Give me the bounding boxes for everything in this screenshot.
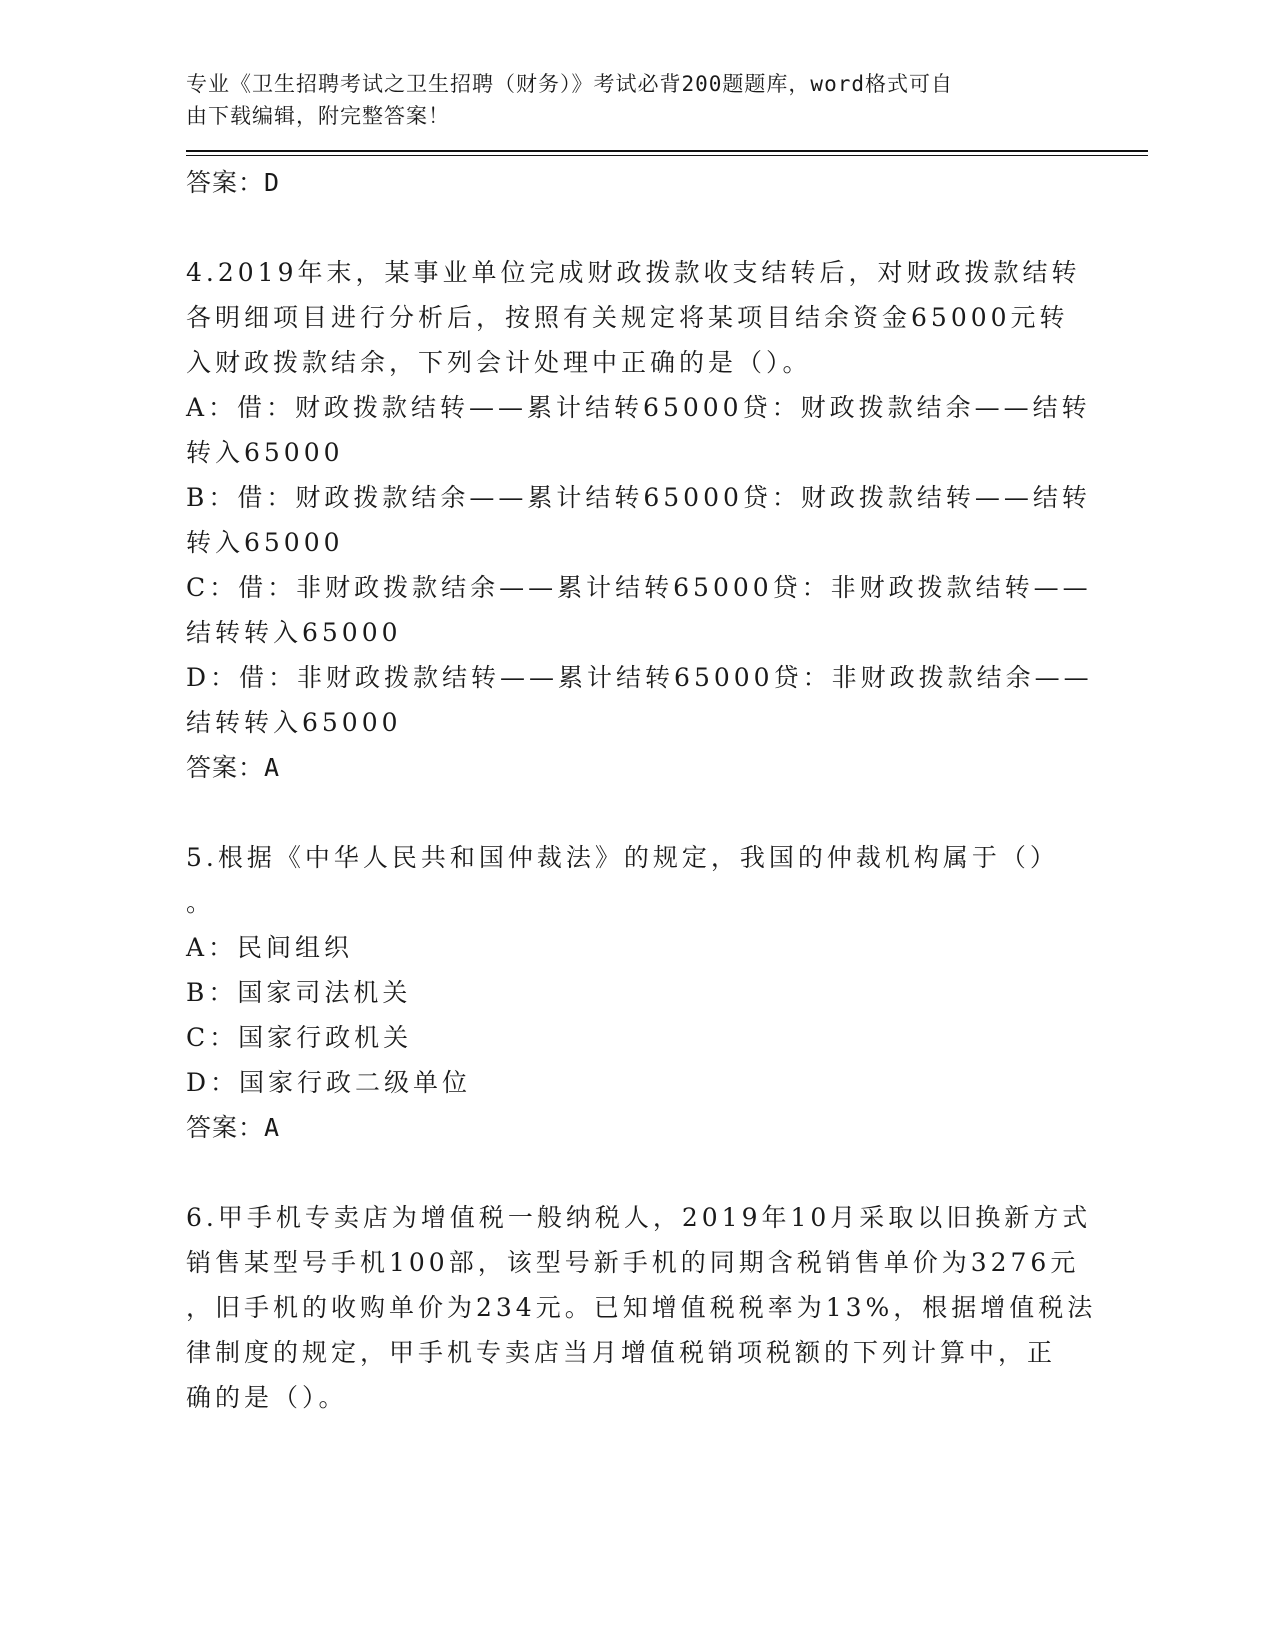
question-4-option-c-cont: 结转转入65000 [186,618,402,647]
question-6-stem-line: ，旧手机的收购单价为234元。已知增值税税率为13%，根据增值税法 [186,1293,1097,1322]
question-4-stem-line: 入财政拨款结余，下列会计处理中正确的是（）。 [186,348,812,377]
spacer [186,790,1146,835]
header-line-1: 专业《卫生招聘考试之卫生招聘（财务）》考试必背200题题库，word格式可自 [186,72,953,96]
answer-previous: 答案：D [186,168,281,197]
question-4-option-d: D：借：非财政拨款结转——累计结转65000贷：非财政拨款结余—— [186,663,1093,692]
spacer [186,1150,1146,1195]
question-4-option-c: C：借：非财政拨款结余——累计结转65000贷：非财政拨款结转—— [186,573,1092,602]
question-6-stem-line: 销售某型号手机100部，该型号新手机的同期含税销售单价为3276元 [186,1248,1080,1277]
question-5-answer: 答案：A [186,1113,281,1142]
question-5-option-a: A：民间组织 [186,933,354,962]
question-4-stem-line: 4.2019年末，某事业单位完成财政拨款收支结转后，对财政拨款结转 [186,258,1081,287]
header-divider [186,150,1148,156]
question-4-option-d-cont: 结转转入65000 [186,708,402,737]
question-4-answer: 答案：A [186,753,281,782]
question-4-option-a: A：借：财政拨款结转——累计结转65000贷：财政拨款结余——结转 [186,393,1091,422]
question-6 [186,1195,1146,1420]
question-4-option-a-cont: 转入65000 [186,438,344,467]
question-6-stem-line: 确的是（）。 [186,1383,348,1412]
question-4-option-b-cont: 转入65000 [186,528,344,557]
document-page [186,68,1146,1420]
question-6-stem-line: 律制度的规定，甲手机专卖店当月增值税销项税额的下列计算中，正 [186,1338,1057,1367]
question-5-stem-line: 5.根据《中华人民共和国仲裁法》的规定，我国的仲裁机构属于（） [186,843,1059,872]
question-5-option-b: B：国家司法机关 [186,978,412,1007]
question-4 [186,250,1146,790]
question-6-stem-line: 6.甲手机专卖店为增值税一般纳税人，2019年10月采取以旧换新方式 [186,1203,1092,1232]
question-5 [186,835,1146,1150]
question-4-stem-line: 各明细项目进行分析后，按照有关规定将某项目结余资金65000元转 [186,303,1069,332]
question-5-stem-line: 。 [186,888,216,917]
question-5-option-c: C：国家行政机关 [186,1023,413,1052]
spacer [186,205,1146,250]
question-4-option-b: B：借：财政拨款结余——累计结转65000贷：财政拨款结转——结转 [186,483,1091,512]
question-5-option-d: D：国家行政二级单位 [186,1068,472,1097]
header-line-2: 由下载编辑，附完整答案！ [186,104,450,128]
